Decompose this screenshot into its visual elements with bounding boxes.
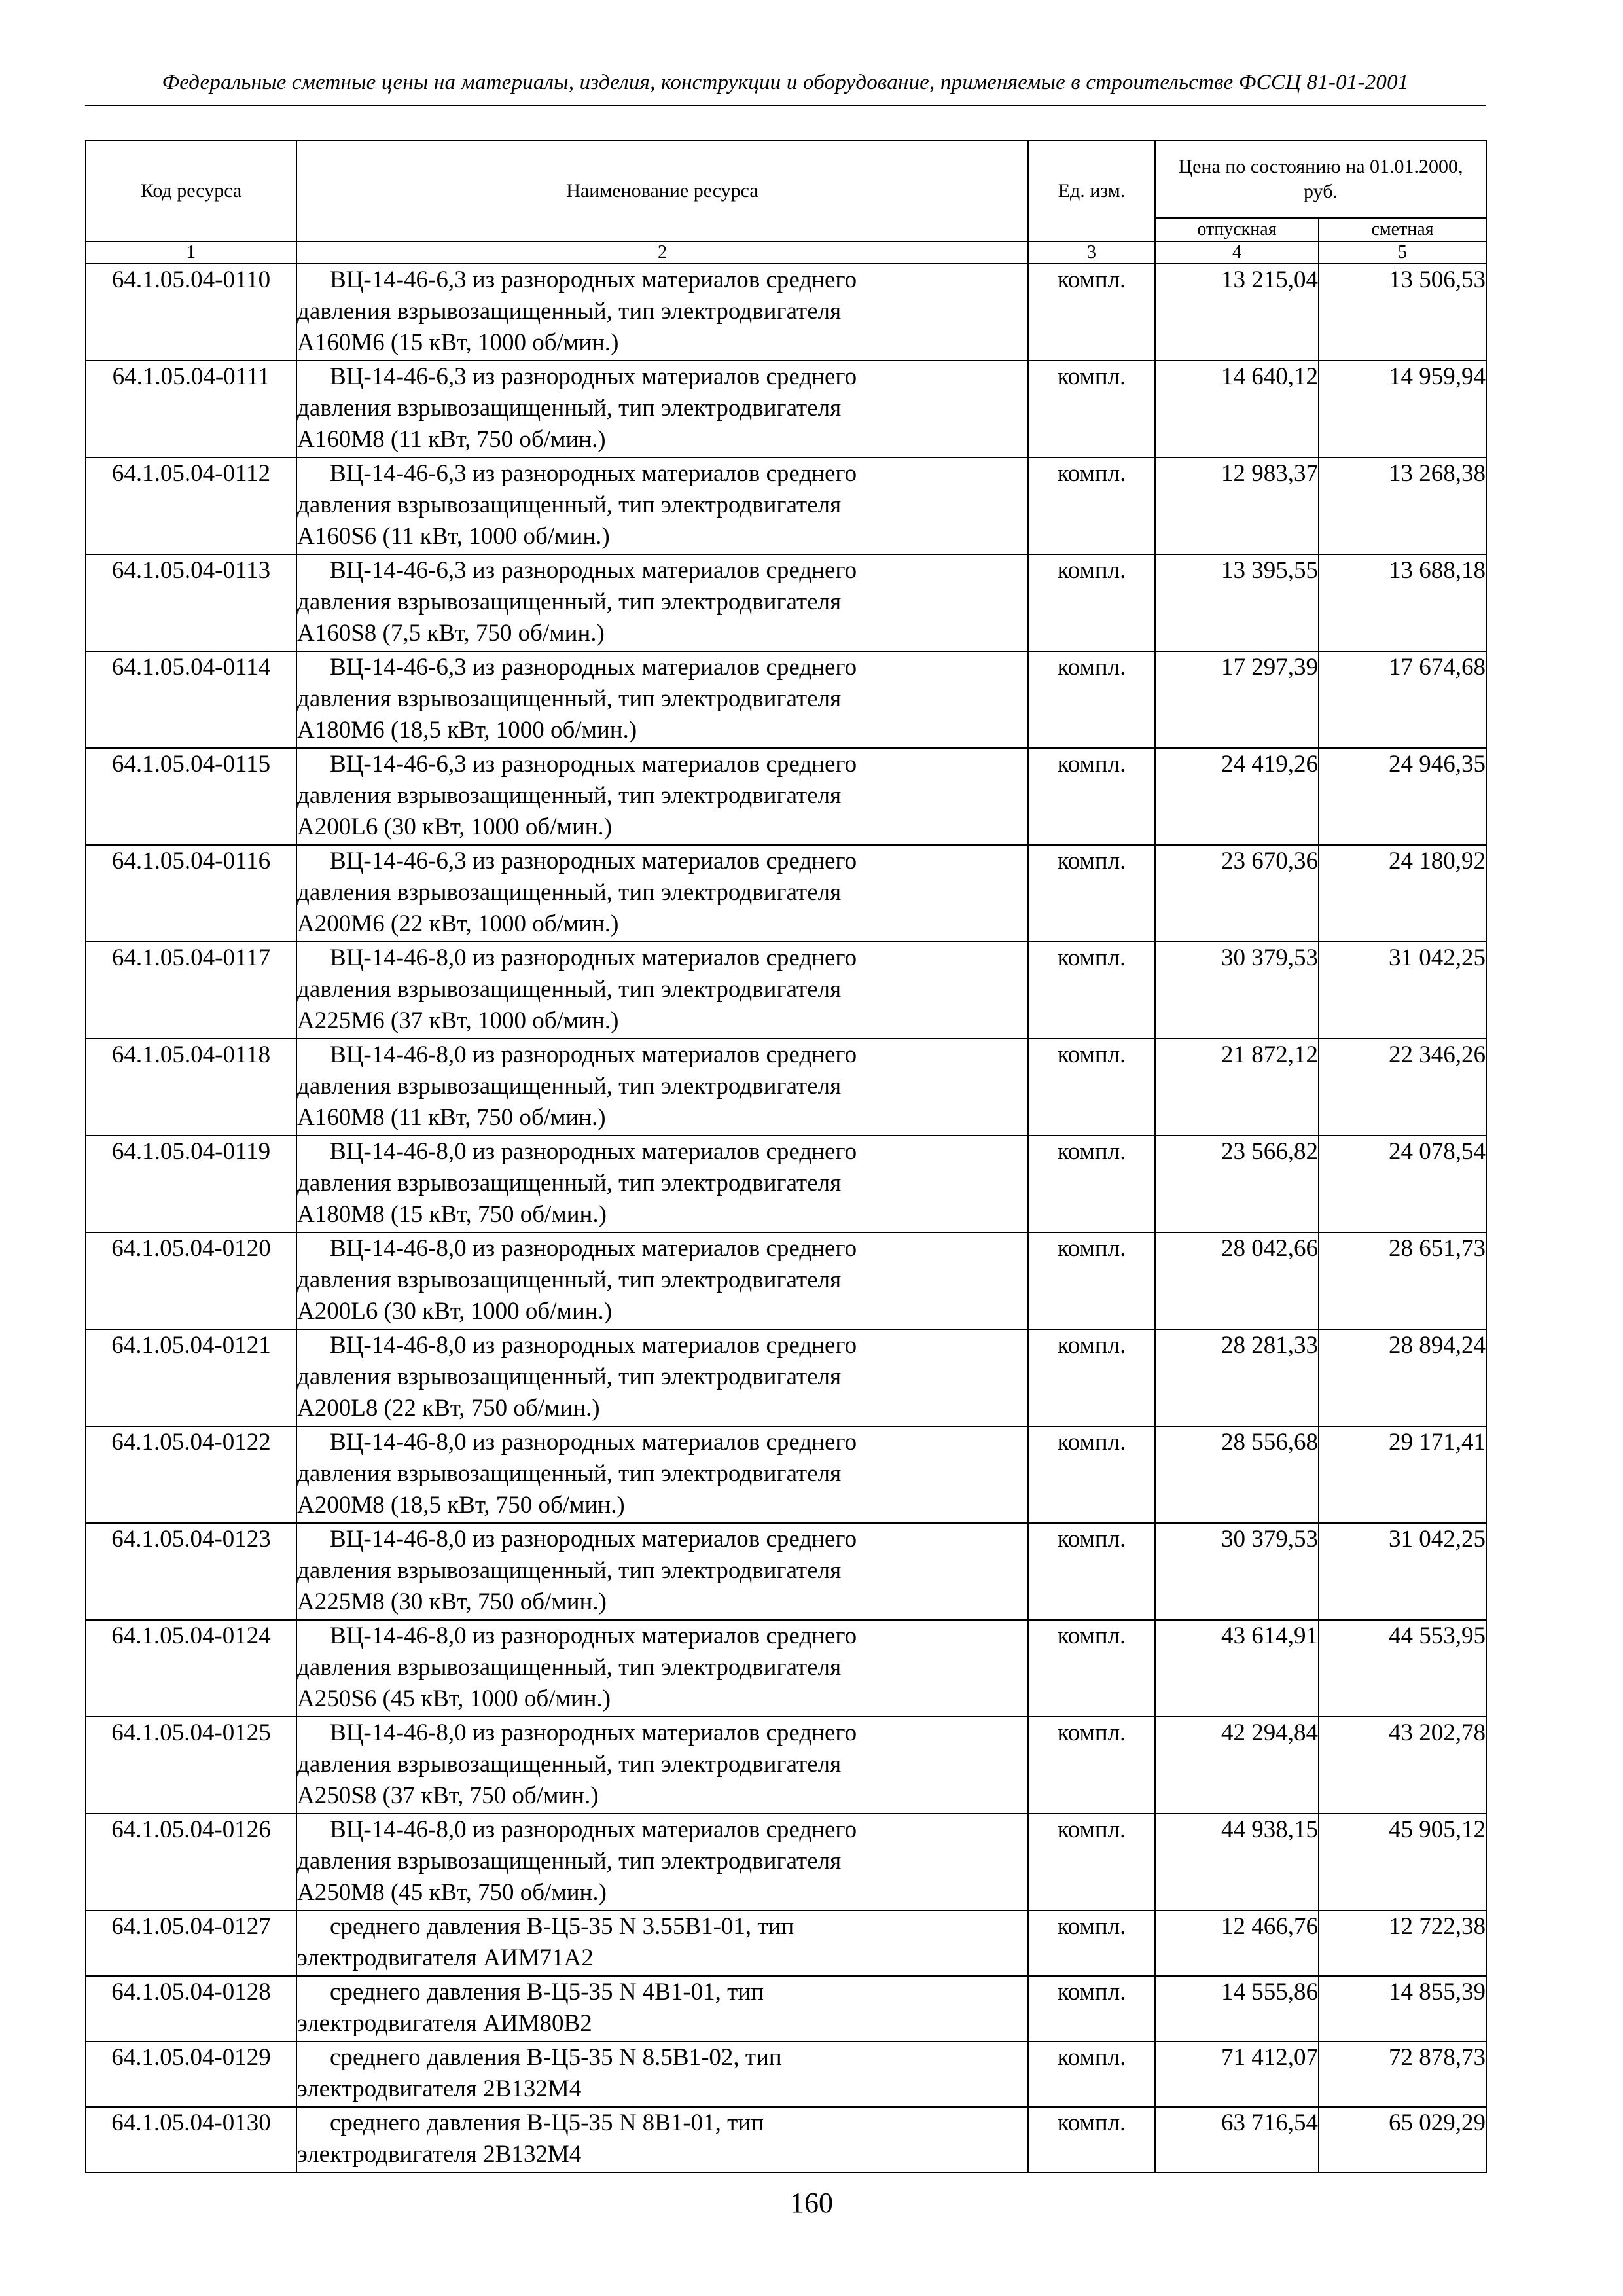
resource-code: 64.1.05.04-0117 bbox=[86, 942, 296, 1039]
estimate-price: 12 722,38 bbox=[1319, 1910, 1486, 1976]
resource-name-line bbox=[297, 1233, 1027, 1265]
estimate-price: 65 029,29 bbox=[1319, 2107, 1486, 2172]
resource-code: 64.1.05.04-0119 bbox=[86, 1136, 296, 1232]
resource-code: 64.1.05.04-0127 bbox=[86, 1910, 296, 1976]
resource-name-text: среднего давления В-Ц5-35 N 8В1-01, тип bbox=[330, 2109, 764, 2136]
resource-name-text: ВЦ-14-46-8,0 из разнородных материалов среднего bbox=[330, 1235, 857, 1262]
estimate-price: 44 553,95 bbox=[1319, 1620, 1486, 1717]
release-price: 23 566,82 bbox=[1155, 1136, 1319, 1232]
resource-name-text: электродвигателя АИМ80В2 bbox=[297, 2010, 592, 2037]
price-table bbox=[85, 140, 1487, 2173]
resource-code: 64.1.05.04-0111 bbox=[86, 361, 296, 457]
release-price: 71 412,07 bbox=[1155, 2041, 1319, 2107]
unit: компл. bbox=[1028, 748, 1155, 845]
resource-name-text: давления взрывозащищенный, тип электродвигателя bbox=[297, 1848, 842, 1874]
release-price: 14 555,86 bbox=[1155, 1976, 1319, 2041]
resource-code: 64.1.05.04-0114 bbox=[86, 651, 296, 748]
resource-name-line bbox=[297, 2008, 1027, 2039]
resource-name-text: А250S6 (45 кВт, 1000 об/мин.) bbox=[297, 1685, 611, 1712]
resource-name bbox=[296, 1523, 1028, 1620]
resource-name-text: А180М6 (18,5 кВт, 1000 об/мин.) bbox=[297, 717, 637, 744]
resource-name-line bbox=[297, 2042, 1027, 2073]
resource-name bbox=[296, 942, 1028, 1039]
unit: компл. bbox=[1028, 554, 1155, 651]
resource-name-text: давления взрывозащищенный, тип электродвигателя bbox=[297, 1557, 842, 1584]
resource-name-line bbox=[297, 877, 1027, 908]
resource-name-line bbox=[297, 1361, 1027, 1393]
resource-code: 64.1.05.04-0126 bbox=[86, 1814, 296, 1910]
resource-name-text: ВЦ-14-46-8,0 из разнородных материалов среднего bbox=[330, 1623, 857, 1649]
estimate-price: 13 506,53 bbox=[1319, 264, 1486, 361]
resource-name-text: А160М8 (11 кВт, 750 об/мин.) bbox=[297, 1104, 606, 1131]
resource-name bbox=[296, 1136, 1028, 1232]
header-name: Наименование ресурса bbox=[296, 141, 1028, 242]
resource-name-text: давления взрывозащищенный, тип электродвигателя bbox=[297, 492, 842, 518]
table-row bbox=[86, 1910, 1486, 1976]
resource-name-line bbox=[297, 1555, 1027, 1587]
unit: компл. bbox=[1028, 1136, 1155, 1232]
resource-name-text: среднего давления В-Ц5-35 N 8.5В1-02, тип bbox=[330, 2044, 782, 2071]
resource-name-line bbox=[297, 749, 1027, 780]
resource-name-text: давления взрывозащищенный, тип электродвигателя bbox=[297, 1460, 842, 1487]
resource-name-text: А160М6 (15 кВт, 1000 об/мин.) bbox=[297, 329, 619, 356]
table-row bbox=[86, 2041, 1486, 2107]
resource-name-line bbox=[297, 1911, 1027, 1943]
resource-name-line bbox=[297, 908, 1027, 940]
resource-name bbox=[296, 1039, 1028, 1136]
resource-name-line bbox=[297, 424, 1027, 456]
resource-name bbox=[296, 1232, 1028, 1329]
resource-code: 64.1.05.04-0121 bbox=[86, 1329, 296, 1426]
unit: компл. bbox=[1028, 1814, 1155, 1910]
estimate-price: 31 042,25 bbox=[1319, 942, 1486, 1039]
header-code: Код ресурса bbox=[86, 141, 296, 242]
resource-name-line bbox=[297, 652, 1027, 683]
estimate-price: 14 855,39 bbox=[1319, 1976, 1486, 2041]
table-row bbox=[86, 1426, 1486, 1523]
resource-name-line bbox=[297, 1877, 1027, 1909]
resource-name-text: давления взрывозащищенный, тип электродвигателя bbox=[297, 1751, 842, 1778]
resource-name-text: ВЦ-14-46-8,0 из разнородных материалов среднего bbox=[330, 1138, 857, 1165]
header-unit: Ед. изм. bbox=[1028, 141, 1155, 242]
release-price: 13 215,04 bbox=[1155, 264, 1319, 361]
resource-name-line bbox=[297, 2073, 1027, 2105]
resource-name-text: ВЦ-14-46-8,0 из разнородных материалов среднего bbox=[330, 1332, 857, 1359]
resource-name-line bbox=[297, 1393, 1027, 1424]
unit: компл. bbox=[1028, 1039, 1155, 1136]
resource-name-text: ВЦ-14-46-6,3 из разнородных материалов среднего bbox=[330, 266, 857, 293]
resource-name-text: ВЦ-14-46-8,0 из разнородных материалов среднего bbox=[330, 1526, 857, 1552]
table-row bbox=[86, 1814, 1486, 1910]
resource-name-line bbox=[297, 1330, 1027, 1361]
resource-name-line bbox=[297, 683, 1027, 715]
resource-name-text: А225М6 (37 кВт, 1000 об/мин.) bbox=[297, 1007, 619, 1034]
resource-name-text: давления взрывозащищенный, тип электродвигателя bbox=[297, 1266, 842, 1293]
estimate-price: 24 078,54 bbox=[1319, 1136, 1486, 1232]
header-release: отпускная bbox=[1155, 218, 1319, 242]
resource-name-text: давления взрывозащищенный, тип электродвигателя bbox=[297, 588, 842, 615]
estimate-price: 28 894,24 bbox=[1319, 1329, 1486, 1426]
estimate-price: 45 905,12 bbox=[1319, 1814, 1486, 1910]
resource-name-text: давления взрывозащищенный, тип электродвигателя bbox=[297, 782, 842, 809]
table-row bbox=[86, 1523, 1486, 1620]
resource-name bbox=[296, 1329, 1028, 1426]
resource-name-line bbox=[297, 1168, 1027, 1199]
resource-name bbox=[296, 457, 1028, 554]
release-price: 28 556,68 bbox=[1155, 1426, 1319, 1523]
resource-name bbox=[296, 2107, 1028, 2172]
estimate-price: 13 268,38 bbox=[1319, 457, 1486, 554]
unit: компл. bbox=[1028, 942, 1155, 1039]
estimate-price: 13 688,18 bbox=[1319, 554, 1486, 651]
resource-name-text: давления взрывозащищенный, тип электродвигателя bbox=[297, 976, 842, 1003]
resource-name-line bbox=[297, 1524, 1027, 1555]
resource-name-text: ВЦ-14-46-8,0 из разнородных материалов среднего bbox=[330, 944, 857, 971]
release-price: 42 294,84 bbox=[1155, 1717, 1319, 1814]
resource-name-line bbox=[297, 1943, 1027, 1974]
release-price: 17 297,39 bbox=[1155, 651, 1319, 748]
resource-code: 64.1.05.04-0116 bbox=[86, 845, 296, 942]
resource-name bbox=[296, 748, 1028, 845]
resource-code: 64.1.05.04-0123 bbox=[86, 1523, 296, 1620]
col-number: 2 bbox=[296, 242, 1028, 264]
resource-code: 64.1.05.04-0118 bbox=[86, 1039, 296, 1136]
resource-name-line bbox=[297, 1039, 1027, 1071]
table-row bbox=[86, 1232, 1486, 1329]
unit: компл. bbox=[1028, 361, 1155, 457]
resource-name-text: А160S8 (7,5 кВт, 750 об/мин.) bbox=[297, 620, 605, 647]
table-row bbox=[86, 361, 1486, 457]
resource-name-text: ВЦ-14-46-8,0 из разнородных материалов среднего bbox=[330, 1429, 857, 1456]
resource-name-text: ВЦ-14-46-6,3 из разнородных материалов среднего bbox=[330, 654, 857, 681]
release-price: 28 281,33 bbox=[1155, 1329, 1319, 1426]
resource-name-line bbox=[297, 1846, 1027, 1877]
resource-name-text: среднего давления В-Ц5-35 N 4В1-01, тип bbox=[330, 1979, 764, 2005]
resource-name-line bbox=[297, 521, 1027, 552]
release-price: 12 466,76 bbox=[1155, 1910, 1319, 1976]
resource-name-line bbox=[297, 1717, 1027, 1749]
resource-name-line bbox=[297, 974, 1027, 1005]
estimate-price: 24 946,35 bbox=[1319, 748, 1486, 845]
resource-name bbox=[296, 264, 1028, 361]
table-row bbox=[86, 748, 1486, 845]
unit: компл. bbox=[1028, 845, 1155, 942]
unit: компл. bbox=[1028, 1523, 1155, 1620]
table-row bbox=[86, 1620, 1486, 1717]
resource-name-text: А225М8 (30 кВт, 750 об/мин.) bbox=[297, 1588, 607, 1615]
header-estimate: сметная bbox=[1319, 218, 1486, 242]
resource-name-line bbox=[297, 1071, 1027, 1102]
release-price: 30 379,53 bbox=[1155, 942, 1319, 1039]
unit: компл. bbox=[1028, 1910, 1155, 1976]
resource-name bbox=[296, 651, 1028, 748]
resource-code: 64.1.05.04-0120 bbox=[86, 1232, 296, 1329]
resource-name-text: А180М8 (15 кВт, 750 об/мин.) bbox=[297, 1201, 607, 1228]
resource-name-text: давления взрывозащищенный, тип электродвигателя bbox=[297, 395, 842, 422]
release-price: 44 938,15 bbox=[1155, 1814, 1319, 1910]
estimate-price: 17 674,68 bbox=[1319, 651, 1486, 748]
col-number: 4 bbox=[1155, 242, 1319, 264]
resource-code: 64.1.05.04-0128 bbox=[86, 1976, 296, 2041]
resource-name-text: ВЦ-14-46-6,3 из разнородных материалов среднего bbox=[330, 363, 857, 390]
resource-name-line bbox=[297, 1427, 1027, 1458]
release-price: 23 670,36 bbox=[1155, 845, 1319, 942]
resource-name-line bbox=[297, 846, 1027, 877]
resource-name-text: давления взрывозащищенный, тип электродвигателя bbox=[297, 1654, 842, 1681]
resource-name-line bbox=[297, 1102, 1027, 1134]
resource-name-line bbox=[297, 327, 1027, 359]
unit: компл. bbox=[1028, 651, 1155, 748]
unit: компл. bbox=[1028, 264, 1155, 361]
estimate-price: 14 959,94 bbox=[1319, 361, 1486, 457]
table-row bbox=[86, 2107, 1486, 2172]
col-number: 1 bbox=[86, 242, 296, 264]
resource-name-line bbox=[297, 1652, 1027, 1683]
running-header: Федеральные сметные цены на материалы, изделия, конструкции и оборудование, применяемые в строительстве ФССЦ 81-01-2001 bbox=[162, 71, 1409, 94]
resource-name-text: А200М6 (22 кВт, 1000 об/мин.) bbox=[297, 910, 619, 937]
resource-name bbox=[296, 1814, 1028, 1910]
resource-name-line bbox=[297, 1814, 1027, 1846]
resource-name-line bbox=[297, 555, 1027, 586]
resource-name-line bbox=[297, 1199, 1027, 1230]
header-rule bbox=[85, 105, 1486, 106]
col-number: 3 bbox=[1028, 242, 1155, 264]
resource-name-line bbox=[297, 1749, 1027, 1780]
resource-name-text: электродвигателя 2В132М4 bbox=[297, 2075, 582, 2102]
resource-name-text: ВЦ-14-46-6,3 из разнородных материалов среднего bbox=[330, 460, 857, 487]
resource-name-line bbox=[297, 490, 1027, 521]
table-row bbox=[86, 1136, 1486, 1232]
resource-name-line bbox=[297, 1780, 1027, 1812]
resource-name-line bbox=[297, 780, 1027, 812]
resource-name bbox=[296, 2041, 1028, 2107]
table-row bbox=[86, 651, 1486, 748]
page-number: 160 bbox=[790, 2187, 833, 2219]
header-price: Цена по состоянию на 01.01.2000, руб. bbox=[1155, 141, 1486, 218]
resource-name-line bbox=[297, 2108, 1027, 2139]
resource-name-text: давления взрывозащищенный, тип электродвигателя bbox=[297, 1073, 842, 1100]
table-row bbox=[86, 845, 1486, 942]
resource-name-line bbox=[297, 458, 1027, 490]
release-price: 14 640,12 bbox=[1155, 361, 1319, 457]
resource-name bbox=[296, 1717, 1028, 1814]
unit: компл. bbox=[1028, 1329, 1155, 1426]
release-price: 28 042,66 bbox=[1155, 1232, 1319, 1329]
resource-name-text: ВЦ-14-46-6,3 из разнородных материалов среднего bbox=[330, 848, 857, 874]
estimate-price: 22 346,26 bbox=[1319, 1039, 1486, 1136]
unit: компл. bbox=[1028, 1976, 1155, 2041]
resource-name bbox=[296, 845, 1028, 942]
resource-name-line bbox=[297, 1265, 1027, 1296]
resource-code: 64.1.05.04-0113 bbox=[86, 554, 296, 651]
estimate-price: 31 042,25 bbox=[1319, 1523, 1486, 1620]
resource-code: 64.1.05.04-0115 bbox=[86, 748, 296, 845]
table-row bbox=[86, 1039, 1486, 1136]
resource-name-line bbox=[297, 942, 1027, 974]
resource-name-line bbox=[297, 1683, 1027, 1715]
unit: компл. bbox=[1028, 1426, 1155, 1523]
resource-name-line bbox=[297, 264, 1027, 296]
resource-name-text: А160М8 (11 кВт, 750 об/мин.) bbox=[297, 426, 606, 453]
resource-name-line bbox=[297, 1621, 1027, 1652]
resource-name bbox=[296, 1976, 1028, 2041]
resource-name-line bbox=[297, 812, 1027, 843]
resource-name-line bbox=[297, 296, 1027, 327]
release-price: 13 395,55 bbox=[1155, 554, 1319, 651]
table-row bbox=[86, 1976, 1486, 2041]
resource-name-line bbox=[297, 586, 1027, 618]
unit: компл. bbox=[1028, 1232, 1155, 1329]
resource-name bbox=[296, 1910, 1028, 1976]
resource-name bbox=[296, 1426, 1028, 1523]
unit: компл. bbox=[1028, 457, 1155, 554]
release-price: 12 983,37 bbox=[1155, 457, 1319, 554]
release-price: 63 716,54 bbox=[1155, 2107, 1319, 2172]
table-row bbox=[86, 1329, 1486, 1426]
estimate-price: 72 878,73 bbox=[1319, 2041, 1486, 2107]
resource-name-line bbox=[297, 2139, 1027, 2170]
unit: компл. bbox=[1028, 1717, 1155, 1814]
resource-name-text: давления взрывозащищенный, тип электродвигателя bbox=[297, 879, 842, 906]
release-price: 30 379,53 bbox=[1155, 1523, 1319, 1620]
resource-name bbox=[296, 554, 1028, 651]
resource-name-text: давления взрывозащищенный, тип электродвигателя bbox=[297, 298, 842, 325]
resource-name-line bbox=[297, 1296, 1027, 1327]
estimate-price: 28 651,73 bbox=[1319, 1232, 1486, 1329]
resource-name-text: А200L8 (22 кВт, 750 об/мин.) bbox=[297, 1395, 600, 1422]
resource-name-text: ВЦ-14-46-8,0 из разнородных материалов среднего bbox=[330, 1816, 857, 1843]
resource-name-text: А200L6 (30 кВт, 1000 об/мин.) bbox=[297, 1298, 613, 1325]
table-row bbox=[86, 942, 1486, 1039]
resource-name-text: А200М8 (18,5 кВт, 750 об/мин.) bbox=[297, 1492, 625, 1518]
resource-name-text: А250S8 (37 кВт, 750 об/мин.) bbox=[297, 1782, 599, 1809]
release-price: 24 419,26 bbox=[1155, 748, 1319, 845]
resource-name-line bbox=[297, 715, 1027, 746]
resource-name-text: давления взрывозащищенный, тип электродвигателя bbox=[297, 685, 842, 712]
resource-name-text: ВЦ-14-46-6,3 из разнородных материалов среднего bbox=[330, 751, 857, 778]
resource-code: 64.1.05.04-0130 bbox=[86, 2107, 296, 2172]
resource-code: 64.1.05.04-0129 bbox=[86, 2041, 296, 2107]
resource-name-line bbox=[297, 1458, 1027, 1490]
resource-code: 64.1.05.04-0125 bbox=[86, 1717, 296, 1814]
release-price: 21 872,12 bbox=[1155, 1039, 1319, 1136]
resource-name-text: ВЦ-14-46-8,0 из разнородных материалов среднего bbox=[330, 1041, 857, 1068]
estimate-price: 43 202,78 bbox=[1319, 1717, 1486, 1814]
unit: компл. bbox=[1028, 2107, 1155, 2172]
resource-name-text: ВЦ-14-46-6,3 из разнородных материалов среднего bbox=[330, 557, 857, 584]
resource-name-text: среднего давления В-Ц5-35 N 3.55В1-01, тип bbox=[330, 1913, 794, 1940]
resource-name-line bbox=[297, 1005, 1027, 1037]
resource-name-line bbox=[297, 1587, 1027, 1618]
resource-name-line bbox=[297, 361, 1027, 393]
unit: компл. bbox=[1028, 2041, 1155, 2107]
estimate-price: 24 180,92 bbox=[1319, 845, 1486, 942]
table-row bbox=[86, 264, 1486, 361]
estimate-price: 29 171,41 bbox=[1319, 1426, 1486, 1523]
col-number: 5 bbox=[1319, 242, 1486, 264]
resource-name-line bbox=[297, 1136, 1027, 1168]
table-row bbox=[86, 457, 1486, 554]
resource-name-text: А200L6 (30 кВт, 1000 об/мин.) bbox=[297, 814, 613, 840]
resource-name-text: давления взрывозащищенный, тип электродвигателя bbox=[297, 1170, 842, 1196]
resource-name-text: давления взрывозащищенный, тип электродвигателя bbox=[297, 1363, 842, 1390]
table-row bbox=[86, 554, 1486, 651]
resource-name-line bbox=[297, 1977, 1027, 2008]
resource-name bbox=[296, 1620, 1028, 1717]
table-row bbox=[86, 1717, 1486, 1814]
resource-code: 64.1.05.04-0110 bbox=[86, 264, 296, 361]
unit: компл. bbox=[1028, 1620, 1155, 1717]
resource-name-line bbox=[297, 618, 1027, 649]
resource-name-text: А160S6 (11 кВт, 1000 об/мин.) bbox=[297, 523, 610, 550]
resource-code: 64.1.05.04-0112 bbox=[86, 457, 296, 554]
resource-name-text: А250М8 (45 кВт, 750 об/мин.) bbox=[297, 1879, 607, 1906]
resource-name-line bbox=[297, 393, 1027, 424]
resource-name-text: электродвигателя АИМ71А2 bbox=[297, 1945, 594, 1971]
resource-name-text: электродвигателя 2В132М4 bbox=[297, 2141, 582, 2168]
resource-name bbox=[296, 361, 1028, 457]
resource-name-line bbox=[297, 1490, 1027, 1521]
resource-code: 64.1.05.04-0122 bbox=[86, 1426, 296, 1523]
release-price: 43 614,91 bbox=[1155, 1620, 1319, 1717]
resource-name-text: ВЦ-14-46-8,0 из разнородных материалов среднего bbox=[330, 1719, 857, 1746]
resource-code: 64.1.05.04-0124 bbox=[86, 1620, 296, 1717]
